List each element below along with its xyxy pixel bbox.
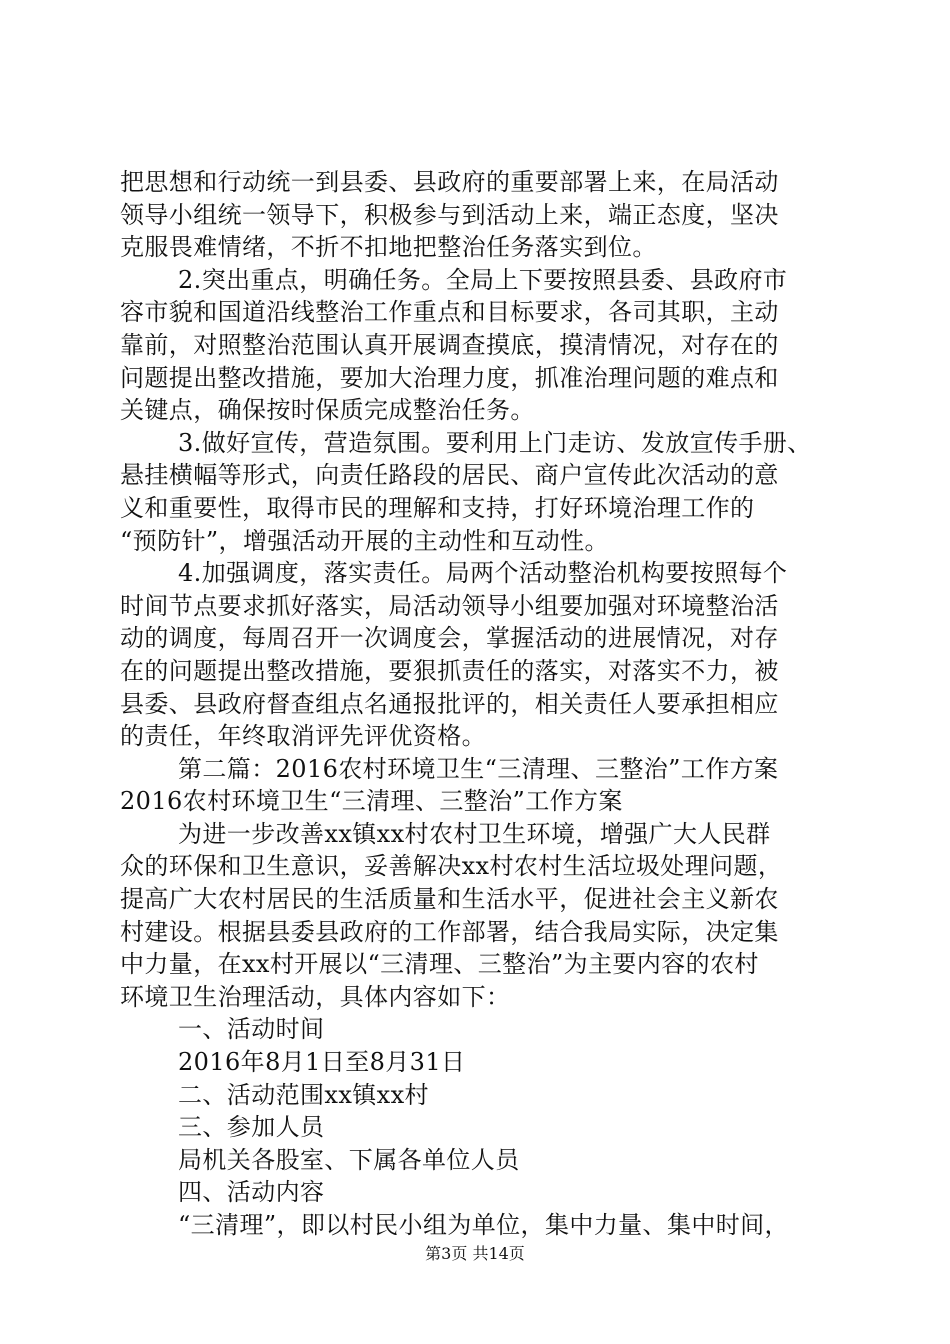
text-line: 环境卫生治理活动，具体内容如下： xyxy=(120,982,511,1011)
text-line: 县委、县政府督查组点名通报批评的，相关责任人要承担相应 xyxy=(120,689,779,718)
text-line: 村建设。根据县委县政府的工作部署，结合我局实际，决定集 xyxy=(120,917,779,946)
text-line: 三、参加人员 xyxy=(178,1113,325,1142)
text-line: 四、活动内容 xyxy=(178,1178,325,1207)
text-line: 众的环保和卫生意识，妥善解决xx村农村生活垃圾处理问题， xyxy=(120,852,783,881)
text-line: 容市貌和国道沿线整治工作重点和目标要求，各司其职，主动 xyxy=(120,298,779,327)
page-footer: 第3页 共14页 xyxy=(425,1244,525,1263)
text-line: 中力量，在xx村开展以“三清理、三整治”为主要内容的农村 xyxy=(120,950,759,979)
text-line: 2016农村环境卫生“三清理、三整治”工作方案 xyxy=(120,787,623,816)
text-line: 提高广大农村居民的生活质量和生活水平，促进社会主义新农 xyxy=(120,885,779,914)
document-body xyxy=(120,166,812,1242)
text-line: 4.加强调度，落实责任。局两个活动整治机构要按照每个 xyxy=(178,559,788,588)
text-line: 义和重要性，取得市民的理解和支持，打好环境治理工作的 xyxy=(120,493,755,522)
text-line: 领导小组统一领导下，积极参与到活动上来，端正态度，坚决 xyxy=(120,200,779,229)
text-line: 问题提出整改措施，要加大治理力度，抓准治理问题的难点和 xyxy=(120,363,779,392)
text-line: 二、活动范围xx镇xx村 xyxy=(178,1080,429,1109)
text-line: 把思想和行动统一到县委、县政府的重要部署上来，在局活动 xyxy=(120,168,779,196)
text-line: 一、活动时间 xyxy=(178,1015,325,1044)
text-line: 关键点，确保按时保质完成整治任务。 xyxy=(120,396,535,425)
text-line: 3.做好宣传，营造氛围。要利用上门走访、发放宣传手册、 xyxy=(178,428,812,457)
text-line: 2016年8月1日至8月31日 xyxy=(178,1048,466,1077)
text-line: 2.突出重点，明确任务。全局上下要按照县委、县政府市 xyxy=(178,265,788,294)
text-line: 靠前，对照整治范围认真开展调查摸底，摸清情况，对存在的 xyxy=(120,330,779,359)
text-line: 的责任，年终取消评先评优资格。 xyxy=(120,722,486,751)
text-line: 动的调度，每周召开一次调度会，掌握活动的进展情况，对存 xyxy=(120,624,779,653)
text-line: 克服畏难情绪，不折不扣地把整治任务落实到位。 xyxy=(120,233,657,262)
text-line: “预防针”，增强活动开展的主动性和互动性。 xyxy=(120,526,609,555)
text-line: 局机关各股室、下属各单位人员 xyxy=(178,1145,520,1174)
text-line: 为进一步改善xx镇xx村农村卫生环境，增强广大人民群 xyxy=(178,819,771,848)
text-line: 悬挂横幅等形式，向责任路段的居民、商户宣传此次活动的意 xyxy=(120,461,779,490)
text-line: 时间节点要求抓好落实，局活动领导小组要加强对环境整治活 xyxy=(120,591,779,620)
text-line: 第二篇：2016农村环境卫生“三清理、三整治”工作方案 xyxy=(178,754,779,783)
text-line: “三清理”，即以村民小组为单位，集中力量、集中时间， xyxy=(178,1211,789,1239)
text-line: 在的问题提出整改措施，要狠抓责任的落实，对落实不力，被 xyxy=(120,656,779,685)
